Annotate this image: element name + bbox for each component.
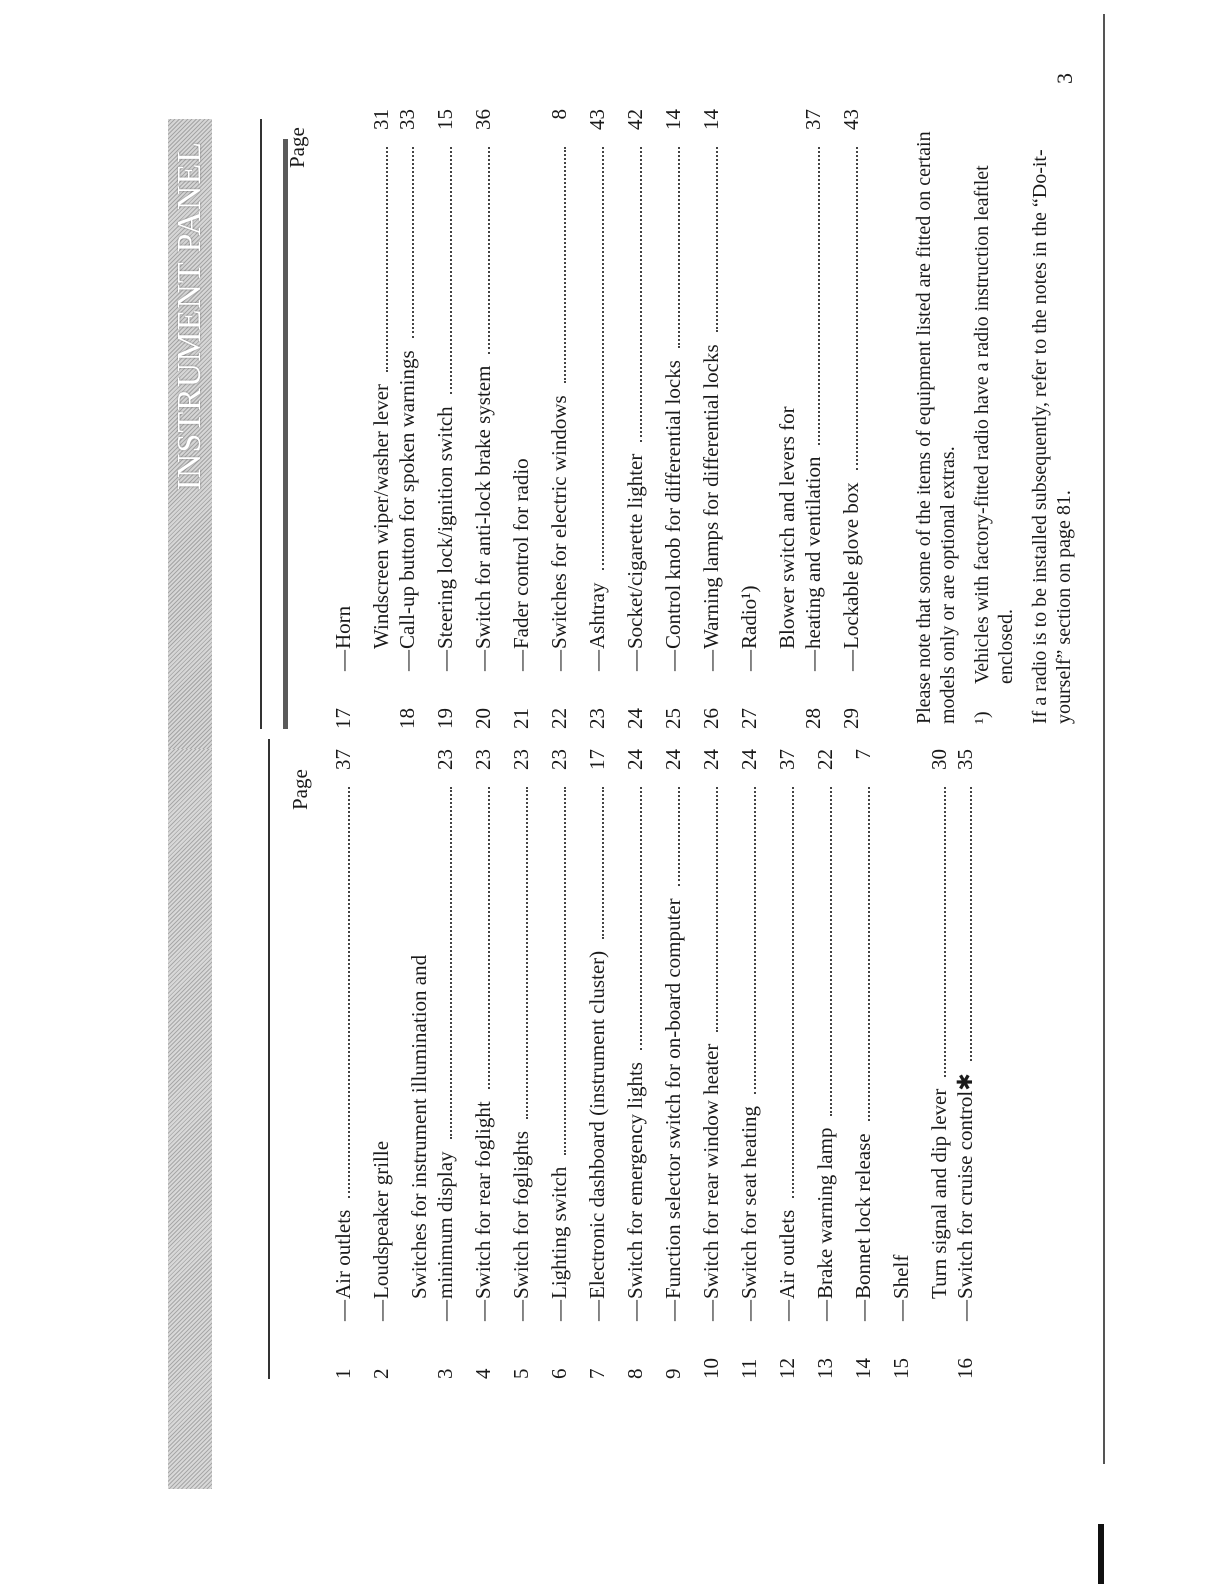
item-dash: — (433, 1300, 457, 1321)
item-dash: — (433, 650, 457, 671)
item-number: 16 (953, 1358, 977, 1379)
dot-leader (386, 147, 388, 372)
item-dash: — (331, 650, 355, 671)
dot-leader (488, 787, 490, 1089)
dot-leader (792, 787, 794, 1198)
item-label: Switch for anti-lock brake system (471, 365, 495, 649)
item-number: 15 (889, 1358, 913, 1379)
list-item (660, 109, 686, 729)
item-number: 5 (509, 1368, 533, 1379)
list-item (432, 109, 458, 729)
item-label: Lockable glove box (839, 482, 863, 649)
item-dash: — (623, 1300, 647, 1321)
list-item (584, 749, 610, 1379)
item-number: 12 (775, 1358, 799, 1379)
note-extras: Please note that some of the items of equipment listed are fitted on certain models only or are optional extras. (913, 131, 959, 724)
list-item (622, 109, 648, 729)
item-number: 7 (585, 1368, 609, 1379)
item-dash: — (775, 1300, 799, 1321)
page-reference: 23 (471, 749, 495, 770)
dot-leader (450, 147, 452, 394)
list-item (698, 109, 724, 729)
item-dash: — (331, 1300, 355, 1321)
item-number: 6 (547, 1368, 571, 1379)
item-dash: — (813, 1300, 837, 1321)
item-label: Ashtray (585, 582, 609, 649)
list-item (508, 109, 534, 729)
dot-leader (716, 787, 718, 1032)
item-label: Steering lock/ignition switch (433, 406, 457, 649)
item-label: Fader control for radio (509, 458, 533, 649)
item-dash: — (471, 650, 495, 671)
item-dash: — (801, 650, 825, 671)
list-item (698, 749, 724, 1379)
item-label: Switch for emergency lights (623, 1062, 647, 1299)
page-reference: 15 (433, 109, 457, 130)
item-label: Radio¹) (737, 585, 761, 649)
item-number: 10 (699, 1358, 723, 1379)
item-label: Blower switch and levers for (775, 406, 799, 649)
item-number: 27 (737, 708, 761, 729)
right-header-rule (260, 119, 262, 729)
item-number: 3 (433, 1368, 457, 1379)
page-reference: 14 (699, 109, 723, 130)
item-label: Turn signal and dip lever (927, 1088, 951, 1299)
item-label: Switch for rear foglight (471, 1101, 495, 1299)
dot-leader (716, 147, 718, 332)
dot-leader (348, 787, 350, 1198)
item-label: Shelf (889, 1254, 913, 1299)
item-dash: — (471, 1300, 495, 1321)
page-reference: 36 (471, 109, 495, 130)
page-reference: 23 (547, 749, 571, 770)
item-dash: — (547, 1300, 571, 1321)
dot-leader (944, 787, 946, 1077)
item-label: Switch for cruise control✱ (953, 1073, 977, 1299)
page-reference: 37 (775, 749, 799, 770)
page-reference: 37 (801, 109, 825, 130)
right-column (330, 109, 876, 729)
page-reference: 22 (813, 749, 837, 770)
list-item (508, 749, 534, 1379)
list-item (470, 109, 496, 729)
dot-leader (856, 147, 858, 470)
page-reference: 24 (661, 749, 685, 770)
item-dash: — (623, 650, 647, 671)
item-number: 20 (471, 708, 495, 729)
item-dash: — (851, 1300, 875, 1321)
page-reference: 31 (369, 109, 393, 130)
item-label: heating and ventilation (801, 456, 825, 649)
dot-leader (830, 787, 832, 1116)
item-number: 2 (369, 1368, 393, 1379)
left-header-rule (268, 739, 270, 1379)
item-label: Function selector switch for on-board computer (661, 898, 685, 1299)
dot-leader (488, 147, 490, 354)
item-dash: — (889, 1300, 913, 1321)
page-reference: 14 (661, 109, 685, 130)
list-item (736, 749, 762, 1379)
item-label: Socket/cigarette lighter (623, 453, 647, 649)
list-item (838, 109, 864, 729)
page-reference: 23 (509, 749, 533, 770)
item-number: 1 (331, 1368, 355, 1379)
item-number: 9 (661, 1368, 685, 1379)
dot-leader (678, 147, 680, 348)
page-reference: 42 (623, 109, 647, 130)
item-number: 22 (547, 708, 571, 729)
item-label: Air outlets (775, 1209, 799, 1299)
list-item (584, 109, 610, 729)
list-item (736, 109, 762, 729)
item-label: Switches for instrument illumination and (407, 954, 431, 1299)
list-item (330, 749, 356, 1379)
item-number: 29 (839, 708, 863, 729)
page-reference: 30 (927, 749, 951, 770)
page-reference: 24 (699, 749, 723, 770)
list-item (368, 109, 420, 729)
dot-leader (526, 787, 528, 1119)
banner-left-band (168, 749, 212, 1489)
item-dash: — (737, 1300, 761, 1321)
section-banner: INSTRUMENT PANEL (168, 119, 212, 749)
item-dash: — (369, 1300, 393, 1321)
item-number: 23 (585, 708, 609, 729)
list-item (406, 749, 458, 1379)
list-item (368, 749, 394, 1379)
list-item (926, 749, 978, 1379)
list-item (660, 749, 686, 1379)
item-label: Loudspeaker grille (369, 1140, 393, 1299)
item-label: Brake warning lamp (813, 1127, 837, 1299)
item-dash: — (953, 1300, 977, 1321)
page-reference: 23 (433, 749, 457, 770)
item-dash: — (509, 650, 533, 671)
list-item (546, 749, 572, 1379)
list-item (622, 749, 648, 1379)
item-number: 4 (471, 1368, 495, 1379)
item-number: 18 (395, 708, 419, 729)
item-dash: — (547, 650, 571, 671)
list-item (812, 749, 838, 1379)
item-number: 25 (661, 708, 685, 729)
item-dash: — (737, 650, 761, 671)
item-label: Windscreen wiper/washer lever (369, 383, 393, 649)
page-reference: 24 (623, 749, 647, 770)
item-dash: — (585, 650, 609, 671)
dot-leader (754, 787, 756, 1094)
item-label: Lighting switch (547, 1166, 571, 1299)
dot-leader (602, 787, 604, 939)
list-item (850, 749, 876, 1379)
item-number: 26 (699, 708, 723, 729)
left-column (330, 749, 990, 1379)
binding-line-dark (1098, 1524, 1104, 1584)
item-number: 13 (813, 1358, 837, 1379)
left-page-heading: Page (288, 769, 312, 810)
note-radio-install: If a radio is to be installed subsequently, refer to the notes in the “Do-it-yourself” section on page 81. (1029, 149, 1075, 724)
item-label: Control knob for differential locks (661, 360, 685, 649)
list-item (888, 749, 914, 1379)
dot-leader (818, 147, 820, 445)
item-dash: — (699, 650, 723, 671)
item-label: Air outlets (331, 1209, 355, 1299)
item-dash: — (839, 650, 863, 671)
item-dash: — (585, 1300, 609, 1321)
page-reference: 8 (547, 109, 571, 120)
dot-leader (602, 147, 604, 571)
item-label: Switch for foglights (509, 1131, 533, 1299)
page-reference: 43 (585, 109, 609, 130)
item-dash: — (699, 1300, 723, 1321)
binding-line (1103, 14, 1105, 1464)
footnote-marker: ¹) (971, 711, 993, 724)
item-number: 24 (623, 708, 647, 729)
page-reference: 33 (395, 109, 419, 130)
item-label: Bonnet lock release (851, 1133, 875, 1299)
dot-leader (970, 787, 972, 1061)
list-item (546, 109, 572, 729)
item-label: Call-up button for spoken warnings (395, 350, 419, 649)
list-item (470, 749, 496, 1379)
column-divider (283, 139, 288, 729)
list-item (774, 109, 826, 729)
dot-leader (678, 787, 680, 886)
item-number: 19 (433, 708, 457, 729)
item-label: Warning lamps for differential locks (699, 344, 723, 649)
item-dash: — (661, 650, 685, 671)
item-label: Switch for rear window heater (699, 1043, 723, 1299)
item-label: Switch for seat heating (737, 1105, 761, 1299)
dot-leader (564, 787, 566, 1155)
item-label: Horn (331, 605, 355, 649)
footnote-radio: Vehicles with factory-fitted radio have a radio instruction leaftlet enclosed. (971, 165, 1017, 684)
item-number: 21 (509, 708, 533, 729)
dot-leader (450, 787, 452, 1139)
dot-leader (640, 147, 642, 442)
item-label: Switches for electric windows (547, 395, 571, 649)
item-number: 17 (331, 708, 355, 729)
page-reference: 43 (839, 109, 863, 130)
item-dash: — (661, 1300, 685, 1321)
page-reference: 37 (331, 749, 355, 770)
page-reference: 17 (585, 749, 609, 770)
item-dash: — (509, 1300, 533, 1321)
list-item (774, 749, 800, 1379)
item-label: Electronic dashboard (instrument cluster) (585, 950, 609, 1299)
page-reference: 24 (737, 749, 761, 770)
dot-leader (868, 787, 870, 1121)
page-reference: 7 (851, 749, 875, 760)
page-reference: 35 (953, 749, 977, 770)
item-number: 28 (801, 708, 825, 729)
item-label: minimum display (433, 1151, 457, 1299)
dot-leader (640, 787, 642, 1050)
dot-leader (564, 147, 566, 383)
item-number: 14 (851, 1358, 875, 1379)
right-page-heading: Page (285, 127, 309, 168)
item-dash: — (395, 650, 419, 671)
item-number: 11 (737, 1358, 761, 1379)
list-item (330, 109, 356, 729)
dot-leader (412, 147, 414, 338)
item-number: 8 (623, 1368, 647, 1379)
page-number: 3 (1052, 73, 1077, 84)
